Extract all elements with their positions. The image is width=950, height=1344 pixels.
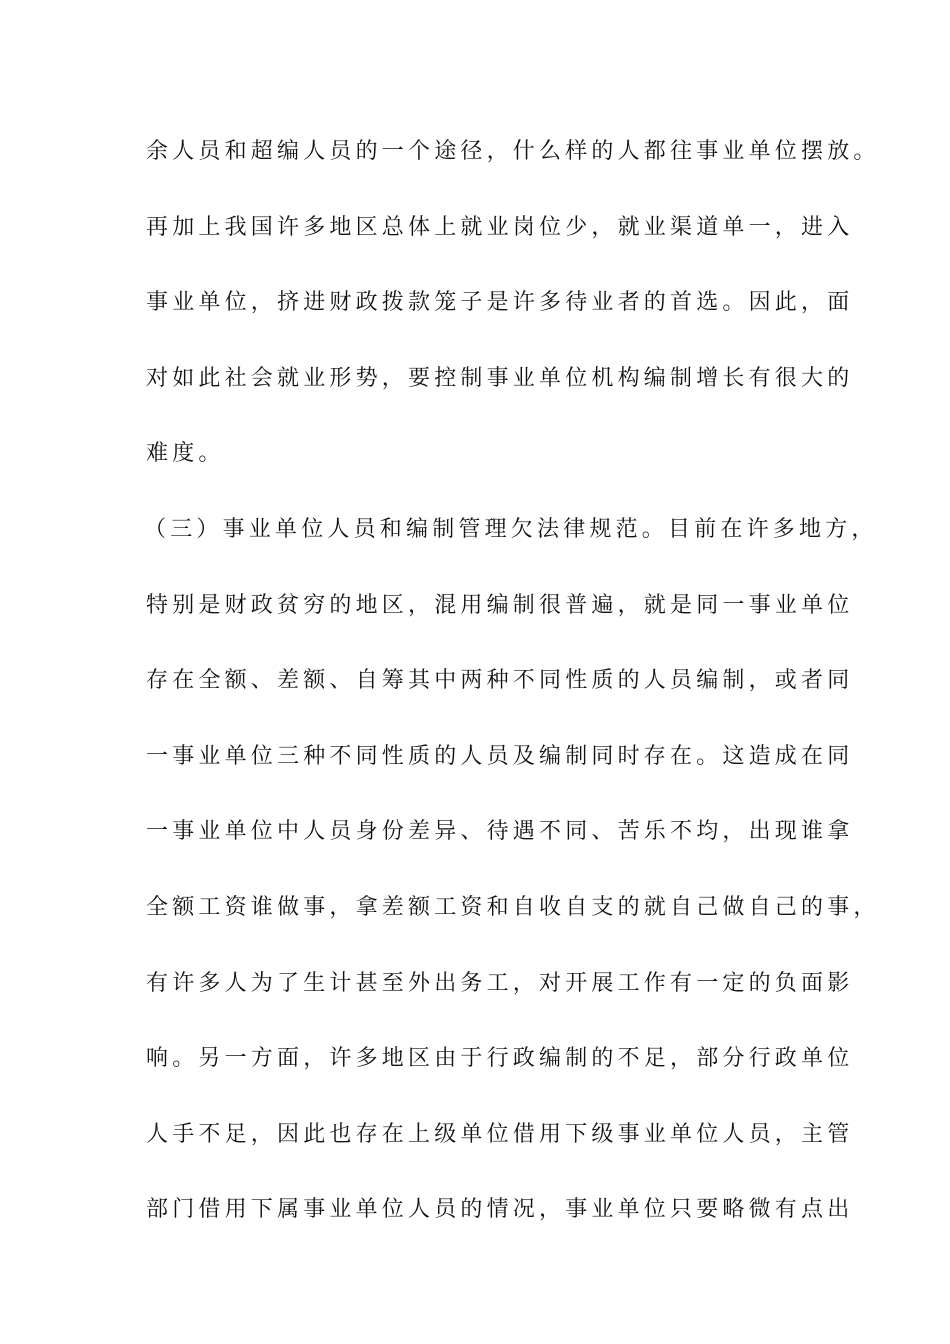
text-line: 难度。	[146, 441, 225, 467]
text-line: 一事业单位中人员身份差异、待遇不同、苦乐不均，出现谁拿	[146, 819, 854, 845]
text-line: 余人员和超编人员的一个途径，什么样的人都往事业单位摆放。	[146, 139, 880, 164]
text-line: 人手不足，因此也存在上级单位借用下级事业单位人员，主管	[146, 1121, 854, 1147]
text-line: 有许多人为了生计甚至外出务工，对开展工作有一定的负面影	[146, 970, 854, 996]
text-line: 响。另一方面，许多地区由于行政编制的不足，部分行政单位	[146, 1046, 854, 1072]
text-line: 对如此社会就业形势，要控制事业单位机构编制增长有很大的	[146, 365, 854, 391]
text-line: 存在全额、差额、自筹其中两种不同性质的人员编制，或者同	[146, 668, 854, 694]
text-line: 事业单位，挤进财政拨款笼子是许多待业者的首选。因此，面	[146, 290, 854, 316]
text-line: 部门借用下属事业单位人员的情况，事业单位只要略微有点出	[146, 1197, 854, 1223]
text-line: 特别是财政贫穷的地区，混用编制很普遍，就是同一事业单位	[146, 592, 854, 618]
section-heading-line: （三）事业单位人员和编制管理欠法律规范。目前在许多地方，	[144, 516, 878, 542]
text-line: 一事业单位三种不同性质的人员及编制同时存在。这造成在同	[146, 743, 854, 769]
body-text	[144, 132, 880, 1266]
text-line: 再加上我国许多地区总体上就业岗位少，就业渠道单一，进入	[146, 214, 854, 240]
text-line: 全额工资谁做事，拿差额工资和自收自支的就自己做自己的事，	[146, 894, 880, 920]
